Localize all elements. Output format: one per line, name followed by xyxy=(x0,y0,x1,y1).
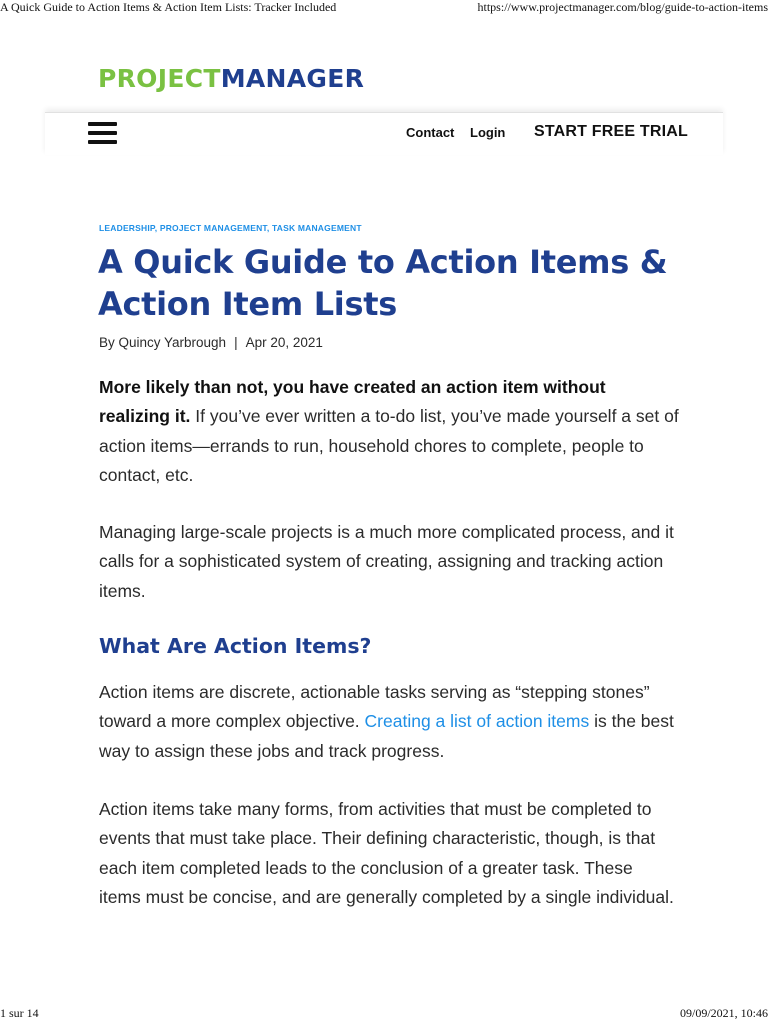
site-logo[interactable] xyxy=(98,64,364,93)
paragraph-4: Action items take many forms, from activities that must be completed to events that must take place. Their defining characteristic, though, is that each item completed leads to the conclusion of a greater task. These items must be concise, and are generally completed by a single individual. xyxy=(99,799,674,908)
publish-date: Apr 20, 2021 xyxy=(245,335,323,350)
author[interactable]: By Quincy Yarbrough xyxy=(99,335,227,350)
article-categories xyxy=(99,223,362,233)
paragraph-3 xyxy=(99,678,679,766)
nav-login-link[interactable]: Login xyxy=(470,125,506,140)
category-link-leadership[interactable]: LEADERSHIP xyxy=(99,223,155,233)
hamburger-menu-icon[interactable] xyxy=(88,118,118,146)
category-separator: , xyxy=(154,223,160,233)
byline-separator: | xyxy=(234,335,238,350)
print-page-title: A Quick Guide to Action Items & Action Item Lists: Tracker Included xyxy=(0,0,337,14)
intro-paragraph xyxy=(99,373,679,491)
paragraph-2: Managing large-scale projects is a much more complicated process, and it calls for a sophisticated system of creating, assigning and tracking action items. xyxy=(99,522,674,601)
logo-part-manager: MANAGER xyxy=(220,64,365,93)
category-link-task-management[interactable]: TASK MANAGEMENT xyxy=(271,223,362,233)
category-separator: , xyxy=(266,223,272,233)
action-items-list-link[interactable]: Creating a list of action items xyxy=(364,711,590,732)
print-datetime: 09/09/2021, 10:46 xyxy=(679,1006,768,1020)
article-title: A Quick Guide to Action Items & Action Item Lists xyxy=(98,243,668,323)
site-header xyxy=(45,112,723,155)
p3-text-before: Action items are discrete, actionable tasks serving as “stepping stones” toward a more complex objective. xyxy=(99,682,650,732)
p3-text-after: is the best way to assign these jobs and track progress. xyxy=(99,711,674,761)
category-link-project-management[interactable]: PROJECT MANAGEMENT xyxy=(159,223,267,233)
print-footer xyxy=(0,1006,768,1022)
print-header xyxy=(0,0,768,16)
print-url: https://www.projectmanager.com/blog/guide-to-action-items xyxy=(477,0,768,14)
intro-bold-text: More likely than not, you have created an action item without realizing it. xyxy=(99,377,606,427)
print-page-number: 1 sur 14 xyxy=(0,1006,39,1020)
section-heading: What Are Action Items? xyxy=(99,634,372,658)
start-free-trial-button[interactable]: START FREE TRIAL xyxy=(534,123,689,140)
nav-contact-link[interactable]: Contact xyxy=(406,125,455,140)
byline xyxy=(99,335,323,350)
logo-part-project: PROJECT xyxy=(98,64,221,93)
intro-text: If you’ve ever written a to-do list, you’ve made yourself a set of action items—errands to run, household chores to complete, people to contact, etc. xyxy=(99,406,679,486)
